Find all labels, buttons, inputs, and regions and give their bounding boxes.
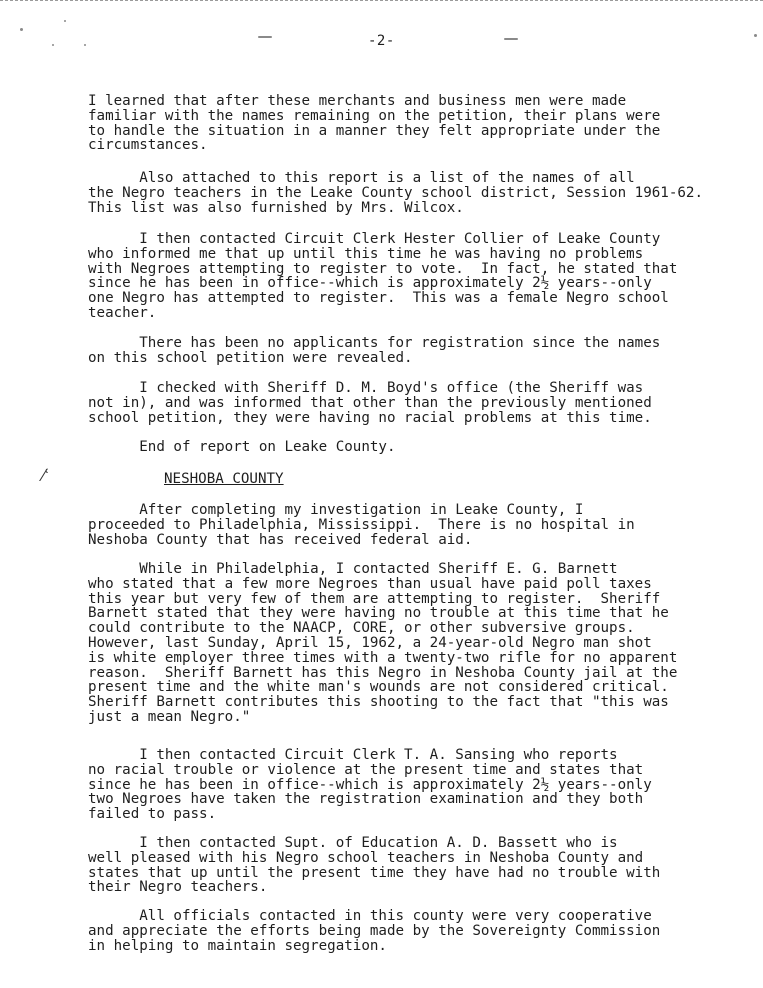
- paragraph-collier-registration: [88, 232, 748, 321]
- paragraph-officials-cooperative: [88, 909, 748, 953]
- text-line: who informed me that up until this time he was having no problems: [88, 245, 644, 262]
- text-line: I learned that after these merchants and business men were made: [88, 93, 627, 109]
- text-line: However, last Sunday, April 15, 1962, a 24-year-old Negro man shot: [88, 634, 652, 651]
- text-line: Sheriff Barnett contributes this shooting to the fact that "this was: [88, 694, 669, 711]
- text-line: since he has been in office--which is approximately 2½ years--only: [88, 275, 652, 292]
- paragraph-no-applicants: [88, 336, 748, 366]
- text-line: since he has been in office--which is approximately 2½ years--only: [88, 776, 652, 793]
- scan-speck: [20, 28, 23, 31]
- text-line: teacher.: [88, 304, 157, 321]
- scan-speck: [258, 36, 272, 38]
- text-line: not in), and was informed that other than the previously mentioned: [88, 394, 652, 411]
- text-line: End of report on Leake County.: [88, 439, 396, 455]
- paragraph-supt-bassett: [88, 836, 748, 895]
- text-line: Barnett stated that they were having no trouble at this time that he: [88, 605, 669, 622]
- text-line: I then contacted Circuit Clerk T. A. Sansing who reports: [88, 747, 618, 763]
- paragraph-end-leake: [88, 440, 748, 455]
- text-line: school petition, they were having no racial problems at this time.: [88, 409, 652, 426]
- paragraph-sheriff-boyd: [88, 381, 748, 425]
- text-line: This list was also furnished by Mrs. Wilcox.: [88, 199, 464, 216]
- text-line: this year but very few of them are attempting to register. Sheriff: [88, 590, 661, 607]
- text-line: proceeded to Philadelphia, Mississippi. There is no hospital in: [88, 516, 635, 533]
- page-top-edge: [0, 0, 763, 5]
- page-number: -2-: [368, 33, 395, 49]
- text-line: just a mean Negro.": [88, 708, 251, 725]
- paragraph-sheriff-barnett: [88, 562, 748, 725]
- scan-speck: [52, 44, 54, 46]
- text-line: present time and the white man's wounds are not considered critical.: [88, 679, 669, 696]
- text-line: who stated that a few more Negroes than usual have paid poll taxes: [88, 575, 652, 592]
- text-line: While in Philadelphia, I contacted Sheriff E. G. Barnett: [88, 561, 618, 577]
- text-line: All officials contacted in this county were very cooperative: [88, 908, 652, 924]
- section-heading-neshoba: NESHOBA COUNTY: [164, 471, 284, 487]
- scan-speck: [64, 20, 66, 22]
- text-line: Also attached to this report is a list of the names of all: [88, 170, 635, 186]
- text-line: I then contacted Circuit Clerk Hester Collier of Leake County: [88, 231, 661, 247]
- text-line: to handle the situation in a manner they felt appropriate under the: [88, 122, 661, 139]
- text-line: with Negroes attempting to register to vote. In fact, he stated that: [88, 260, 678, 277]
- text-line: After completing my investigation in Leake County, I: [88, 502, 584, 518]
- text-line: Neshoba County that has received federal aid.: [88, 531, 473, 548]
- text-line: their Negro teachers.: [88, 879, 268, 896]
- text-line: I then contacted Supt. of Education A. D. Bassett who is: [88, 835, 618, 851]
- scan-speck: [504, 38, 518, 40]
- text-line: I checked with Sheriff D. M. Boyd's office (the Sheriff was: [88, 380, 644, 396]
- text-line: in helping to maintain segregation.: [88, 937, 387, 954]
- text-line: There has been no applicants for registration since the names: [88, 335, 661, 351]
- text-line: failed to pass.: [88, 806, 217, 823]
- paragraph-clerk-sansing: [88, 748, 748, 822]
- text-line: states that up until the present time they have had no trouble with: [88, 864, 661, 881]
- paragraph-philadelphia: [88, 503, 748, 547]
- text-line: one Negro has attempted to register. This was a female Negro school: [88, 290, 669, 307]
- paragraph-teacher-list: [88, 171, 748, 215]
- text-line: familiar with the names remaining on the petition, their plans were: [88, 107, 661, 124]
- text-line: on this school petition were revealed.: [88, 349, 413, 366]
- text-line: well pleased with his Negro school teachers in Neshoba County and: [88, 849, 644, 866]
- scan-speck: [754, 34, 757, 37]
- handwritten-margin-mark: ⁄ʿ: [42, 466, 50, 485]
- text-line: is white employer three times with a twenty-two rifle for no apparent: [88, 649, 678, 666]
- text-line: two Negroes have taken the registration examination and they both: [88, 791, 644, 808]
- text-line: could contribute to the NAACP, CORE, or other subversive groups.: [88, 620, 635, 637]
- text-line: circumstances.: [88, 137, 208, 154]
- text-line: and appreciate the efforts being made by the Sovereignty Commission: [88, 922, 661, 939]
- text-line: reason. Sheriff Barnett has this Negro in Neshoba County jail at the: [88, 664, 678, 681]
- text-line: no racial trouble or violence at the present time and states that: [88, 761, 644, 778]
- text-line: the Negro teachers in the Leake County school district, Session 1961-62.: [88, 184, 703, 201]
- paragraph-merchants: [88, 94, 748, 153]
- scan-speck: [84, 44, 86, 46]
